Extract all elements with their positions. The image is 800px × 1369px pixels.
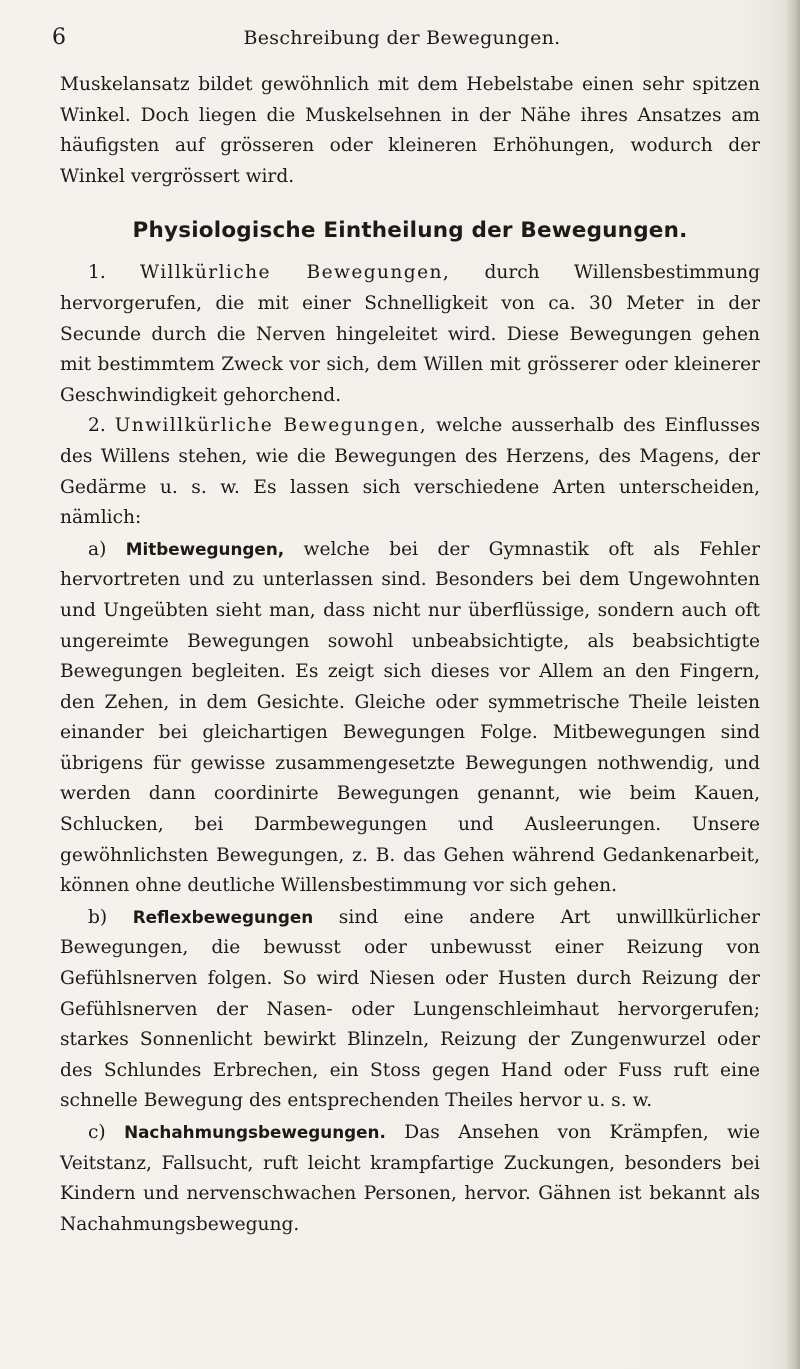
- item-label: b): [88, 906, 108, 928]
- paragraph-text: welche bei der Gymnastik oft als Fehler hervortreten und zu unterlassen sind. Besonders bei dem Ungewohnten und Ungeübten sieht man, dass nicht nur überflüssige, sondern auch oft ungereimte Bewegungen sowohl unbeabsichtigte, als beabsichtigte Bewegungen begleiten. Es zeigt sich dieses vor Allem an den Fingern, den Zehen, in dem Gesichte. Gleiche oder symmetrische Theile leisten einander bei gleichartigen Bewegungen Folge. Mitbewegungen sind übrigens für gewisse zusammengesetzte Bewegungen nothwendig, und werden dann coordinirte Bewegungen genannt, wie beim Kauen, Schlucken, bei Darmbewegungen und Ausleerungen. Unsere gewöhnlichsten Bewegungen, z. B. das Gehen während Gedankenarbeit, können ohne deutliche Willensbestimmung vor sich gehen.: [60, 538, 760, 897]
- running-title: Beschreibung der Bewegungen.: [243, 27, 561, 49]
- term-nachahmungsbewegungen: Nachahmungsbewegungen.: [124, 1122, 386, 1142]
- paragraph-text: welche ausserhalb des Einflusses des Willens stehen, wie die Bewegungen des Herzens, des Magens, der Gedärme u. s. w. Es lassen sich verschiedene Arten unterscheiden, nämlich:: [60, 415, 761, 529]
- paragraph-mitbewegungen: [60, 534, 760, 902]
- paragraph-willkuerliche: [60, 258, 760, 411]
- paragraph-text: Das Ansehen von Krämpfen, wie Veitstanz, Fallsucht, ruft leicht krampfartige Zuckungen, besonders bei Kindern und nervenschwachen Personen, hervor. Gähnen ist bekannt als Nachahmungsbewegung.: [60, 1122, 760, 1235]
- paragraph-text: durch Willensbestimmung hervorgerufen, die mit einer Schnelligkeit von ca. 30 Meter in der Secunde durch die Nerven hingeleitet wird. Diese Bewegungen gehen mit bestimmtem Zweck vor sich, dem Willen mit grösserer oder kleinerer Geschwindigkeit gehorchend.: [60, 262, 760, 406]
- paragraph-nachahmungsbewegungen: [60, 1117, 760, 1240]
- page-number: 6: [52, 25, 66, 50]
- section-heading: Physiologische Eintheilung der Bewegungen.: [132, 218, 688, 244]
- item-label: a): [88, 538, 107, 560]
- item-number: 1.: [88, 262, 106, 284]
- intro-paragraph: Muskelansatz bildet gewöhnlich mit dem Hebelstabe einen sehr spitzen Winkel. Doch liegen die Muskelsehnen in der Nähe ihres Ansatzes am häufigsten auf grösseren oder kleineren Erhöhungen, wodurch der Winkel vergrössert wird.: [60, 74, 760, 187]
- paragraph-text: sind eine andere Art unwillkürlicher Bewegungen, die bewusst oder unbewusst einer Reizung von Gefühlsnerven folgen. So wird Niesen oder Husten durch Reizung der Gefühlsnerven der Nasen- oder Lungenschleimhaut hervorgerufen; starkes Sonnenlicht bewirkt Blinzeln, Reizung der Zungenwurzel oder des Schlundes Erbrechen, ein Stoss gegen Hand oder Fuss ruft eine schnelle Bewegung des entsprechenden Theiles hervor u. s. w.: [60, 906, 760, 1112]
- item-number: 2.: [88, 415, 106, 437]
- paragraph-unwillkuerliche: [60, 411, 760, 533]
- paragraph-reflexbewegungen: [60, 902, 760, 1117]
- page-edge-shadow: [786, 0, 800, 1369]
- term-reflexbewegungen: Reflexbewegungen: [132, 906, 314, 927]
- page-header: [52, 22, 752, 54]
- page-body: [60, 70, 760, 1240]
- term-unwillkuerliche: Unwillkürliche Bewegungen,: [114, 415, 428, 437]
- item-label: c): [88, 1122, 106, 1143]
- term-willkuerliche: Willkürliche Bewegungen,: [140, 262, 451, 284]
- term-mitbewegungen: Mitbewegungen,: [125, 538, 285, 559]
